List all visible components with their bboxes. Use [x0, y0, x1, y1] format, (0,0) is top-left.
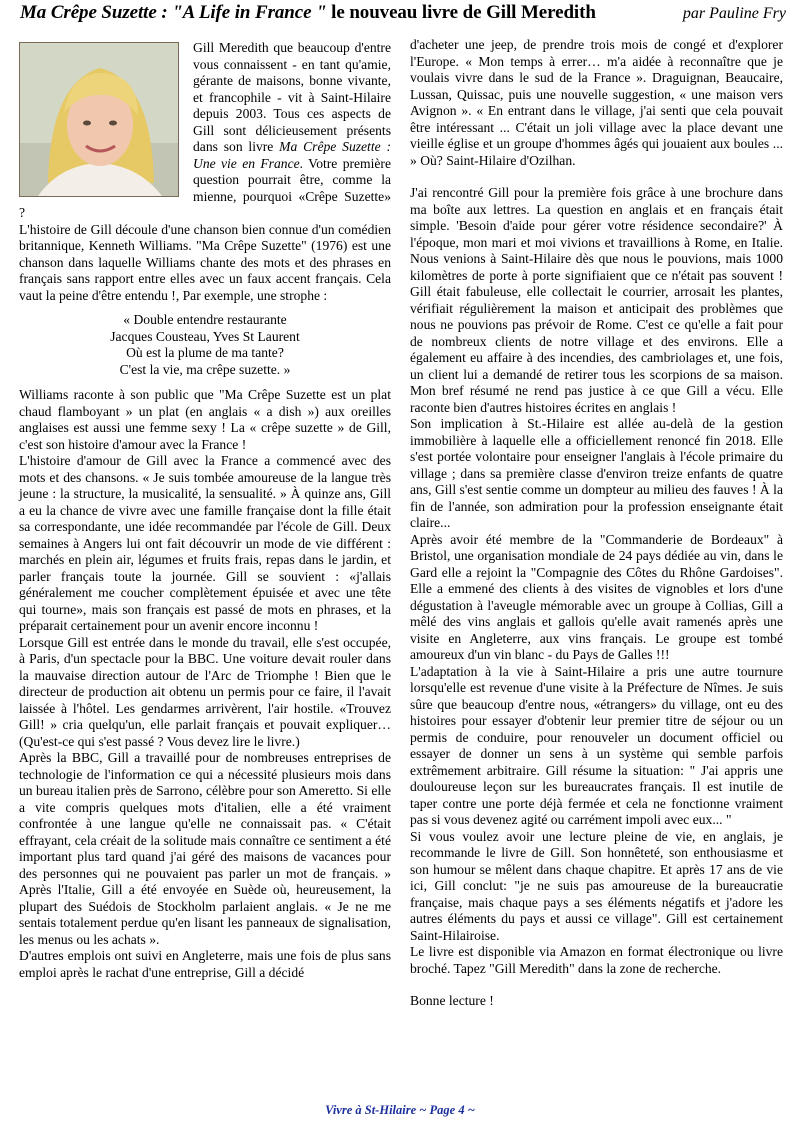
- author-portrait-image: [19, 42, 179, 197]
- intro-text-end: . Votre première question pourrait être, comme la mienne, pourquoi «Crêpe Suzette» ?: [19, 155, 391, 220]
- bbc-paragraph: Lorsque Gill est entrée dans le monde du travail, elle s'est occupée, à Paris, d'un spectacle pour la BBC. Une voiture devait rouler dans la mauvaise direction autour de l'Arc de Triomphe ! Bien que le directeur de production ait obtenu un permis pour ce faire, il l'avait laissée à l'hôtel. Les gendarmes arrivèrent, l'air hostile. «Trouvez Gill! » cria quelqu'un, elle parlait français et pouvait expliquer… (Qu'est-ce qui s'est passé ? Vous devez lire le livre.): [19, 634, 391, 749]
- verse-line: « Double entendre restaurante: [123, 312, 287, 327]
- brochure-paragraph: J'ai rencontré Gill pour la première fois grâce à une brochure dans ma boîte aux lettres. La question en anglais et en français était simple. 'Besoin d'aide pour gérer votre résidence secondaire?' À l'époque, mon mari et moi vivions et travaillions à Rome, en Italie. Nous venions à Saint-Hilaire dès que nous le pouvions, mais 1000 kilomètres de porte à porte signifiaient que ce n'était pas souvent ! Gill était fabuleuse, elle collectait le courrier, arrosait les plantes, vérifiait régulièrement la maison et anticipait des problèmes que nous ne pouvions pas prévoir de Rome. C'est ce qu'elle a fait pour de nombreux clients de notre village et des environs. Elle a également eu affaire à des incendies, des cambriolages et, une fois, un client lui a demandé de retirer tous les scorpions de sa maison. Mon bref résumé ne rend pas justice à ce que Gill a vécu. Elle raconte bien d'autres histoires écrites en anglais !: [410, 185, 783, 415]
- page-footer: Vivre à St-Hilaire ~ Page 4 ~: [325, 1103, 475, 1117]
- song-paragraph: L'histoire de Gill découle d'une chanson bien connue d'un comédien britannique, Kenneth Williams. "Ma Crêpe Suzette" (1976) est une chanson dans laquelle Williams chante des mots et des phrases en français sans rapport entre elles avec un faux accent français. Cela vaut la peine d'être entendu !, Par exemple, une strophe :: [19, 221, 391, 303]
- author-byline: par Pauline Fry: [682, 5, 786, 22]
- prefecture-paragraph: L'adaptation à la vie à Saint-Hilaire a pris une autre tournure lorsqu'elle est revenue d'une visite à la Préfecture de Nîmes. Je suis sûre que beaucoup d'entre nous, «étrangers» du village, ont eu des histoires pour essayer d'obtenir leur premier titre de séjour ou un permis de conduire, pour renouveler un document officiel ou essayer de donner un sens à un système qui semble parfois extrêmement arbitraire. Gill résume la situation: " J'ai appris une douloureuse leçon sur les bureaucrates français. Il est inutile de taper contre une porte déjà fermée et cela ne fonctionne vraiment pas si vous devenez agité ou carrément impoli avec eux... ": [410, 663, 783, 827]
- title-subtitle: le nouveau livre de Gill Meredith: [326, 2, 596, 23]
- left-column: [19, 40, 391, 981]
- paragraph-gap: [410, 977, 783, 993]
- availability-paragraph: Le livre est disponible via Amazon en format électronique ou livre broché. Tapez "Gill Meredith" dans la zone de recherche.: [410, 944, 783, 976]
- song-verse: [19, 312, 391, 378]
- closing-line: Bonne lecture !: [410, 993, 494, 1008]
- portrait-illustration: [20, 43, 178, 196]
- verse-line: Jacques Cousteau, Yves St Laurent: [110, 328, 300, 344]
- england-paragraph: D'autres emplois ont suivi en Angleterre, mais une fois de plus sans emploi après le rachat d'une entreprise, Gill a décidé: [19, 948, 391, 980]
- love-story-paragraph: L'histoire d'amour de Gill avec la France a commencé avec des mots et des chansons. « Je suis tombée amoureuse de la langue très jeune : la structure, la musicalité, la sensualité. » À quinze ans, Gill a eu la chance de vivre avec une famille française dont la fille était sa correspondante, une idée recommandée par l'école de Gill. Deux semaines à Angers lui ont fait découvrir un mode de vie différent : marchés en plein air, légumes et fruits frais, repas dans le jardin, et parler français toute la journée. Gill se souvient : «j'allais généralement me coucher complètement épuisée et avec une tête qui tourne», mais son français est passé de mots en phrases, et la préparait certainement pour un avenir encore inconnu !: [19, 453, 391, 633]
- intro-text-start: Gill Meredith que beaucoup d'entre vous connaissent - en tant qu'amie, gérante de maisons, bonne vivante, et francophile - vit à Saint-Hilaire depuis 2003. Tous ces aspects de Gill sont délicieusement présents dans son livre: [193, 40, 391, 154]
- dish-paragraph: Williams raconte à son public que "Ma Crêpe Suzette est un plat chaud flamboyant » un plat (en anglais « a dish ») aux oreilles anglaises est aussi une femme sexy ! La « crêpe suzette » de Gill, c'est son histoire d'amour avec la France !: [19, 387, 391, 452]
- volunteer-paragraph: Son implication à St.-Hilaire est allée au-delà de la gestion immobilière à laquelle elle a officiellement renoncé fin 2018. Elle s'est portée volontaire pour enseigner l'anglais à l'école primaire du village ; dans sa première classe d'environ treize enfants de quatre ans, Gill s'est sentie comme un dompteur au milieu des fauves ! À la fin de l'année, son admiration pour la profession enseignante était claire...: [410, 416, 783, 530]
- italy-paragraph: Après la BBC, Gill a travaillé pour de nombreuses entreprises de technologie de l'information ce qui a nécessité plusieurs mois dans un bureau italien près de Sarrono, célèbre pour son Ameretto. Si elle a vite compris quelques mots d'italien, elle a été vraiment confrontée à une langue qu'elle ne connaissait pas. « C'était effrayant, cela créait de la solitude mais connaître ce sentiment a été important plus tard quand j'ai géré des maisons de vacances pour des personnes qui ne pouvaient pas parler un mot de français. » Après l'Italie, Gill a été envoyée en Suède où, heureusement, la plupart des Suédois de Stockholm parlaient anglais. « Je ne me sentais totalement perdue qu'en lisant les panneaux de signalisation, les menus ou les achats ».: [19, 750, 391, 947]
- verse-line: Où est la plume de ma tante?: [126, 345, 284, 360]
- article-title: [20, 2, 596, 24]
- wine-paragraph: Après avoir été membre de la "Commanderie de Bordeaux" à Bristol, une organisation mondiale de 24 pays dédiée au vin, dans le Gard elle a rejoint la "Compagnie des Côtes du Rhône Gardoises". Elle a emmené des clients à des visites de vignobles et lors d'une dégustation à l'aveugle mémorable avec un groupe à Collias, Gill a mêlé des vins anglais et gallois qu'elle avait ramenés après une visite en Angleterre, aux vins français. Le groupe est tombé amoureux d'un vin blanc - du Pays de Galles !!!: [410, 531, 783, 662]
- europe-trip-paragraph: d'acheter une jeep, de prendre trois mois de congé et d'explorer l'Europe. « Mon temps à errer… m'a aidée à reconnaître que je voulais vivre dans le sud de la France ». Draguignan, Beaucaire, Lussan, Quissac, puis une nouvelle suggestion, « une maison vers Avignon ». « En entrant dans le village, j'ai senti que cela pouvait être intéressant ... C'était un joli village avec la place devant une vieille église et un groupe d'hommes âgés qui jouaient aux boules ... » Où? Saint-Hilaire d'Ozilhan.: [410, 37, 783, 168]
- right-column: [410, 37, 783, 1010]
- recommendation-paragraph: Si vous voulez avoir une lecture pleine de vie, en anglais, je recommande le livre de Gill. Son honnêteté, son enthousiasme et son humour se mêlent dans chaque chapitre. Et après 17 ans de vie ici, Gill conclut: "je ne suis pas amoureuse de la bureaucratie française, mais chaque pays a ses éléments négatifs et j'adore les autres éléments du pays et aussi ce village". Gill est certainement Saint-Hilairoise.: [410, 828, 783, 943]
- paragraph-gap: [410, 169, 783, 185]
- verse-line: C'est la vie, ma crêpe suzette. »: [119, 361, 291, 377]
- title-book-name: Ma Crêpe Suzette : "A Life in France ": [20, 2, 327, 23]
- article-header: [20, 2, 790, 30]
- book-title-inline: Ma Crêpe Suzette : Une vie en France: [193, 139, 391, 171]
